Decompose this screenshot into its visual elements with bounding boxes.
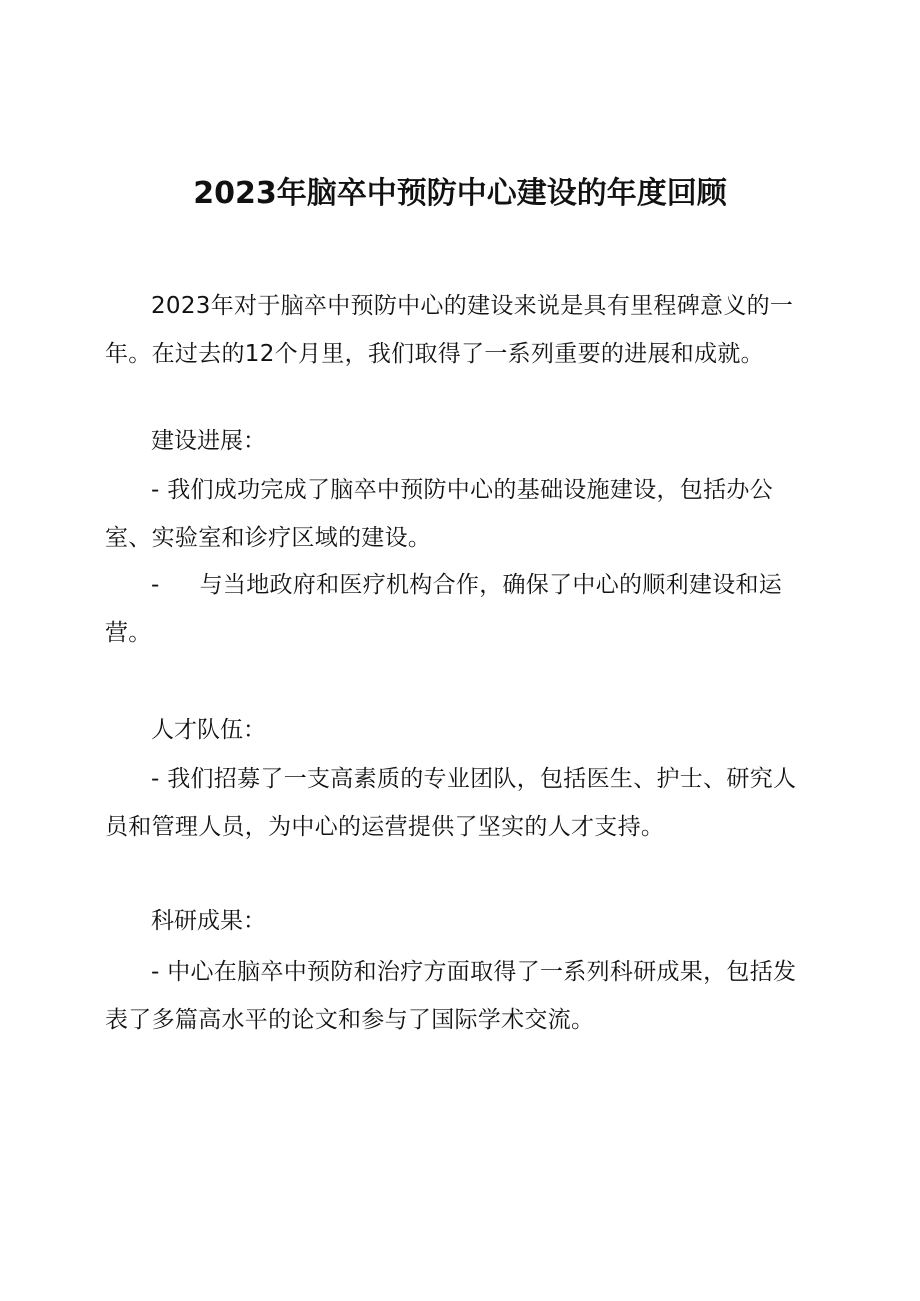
- intro-paragraph: 2023年对于脑卒中预防中心的建设来说是具有里程碑意义的一年。在过去的12个月里，我们取得了一系列重要的进展和成就。: [105, 293, 794, 367]
- section-heading-research: 科研成果：: [151, 908, 266, 934]
- list-item: - 我们招募了一支高素质的专业团队，包括医生、护士、研究人员和管理人员，为中心的运营提供了坚实的人才支持。: [105, 766, 797, 840]
- list-item: [105, 561, 805, 657]
- list-dash: -: [151, 572, 160, 598]
- list-item: - 我们成功完成了脑卒中预防中心的基础设施建设，包括办公室、实验室和诊疗区域的建设。: [105, 477, 774, 551]
- list-item: - 中心在脑卒中预防和治疗方面取得了一系列科研成果，包括发表了多篇高水平的论文和参与了国际学术交流。: [105, 959, 797, 1033]
- section-heading-construction: 建设进展：: [151, 428, 266, 454]
- section-heading-talent: 人才队伍：: [151, 717, 266, 743]
- list-item-text: 与当地政府和医疗机构合作，确保了中心的顺利建设和运营。: [105, 572, 783, 646]
- document-title: 2023年脑卒中预防中心建设的年度回顾: [193, 176, 727, 211]
